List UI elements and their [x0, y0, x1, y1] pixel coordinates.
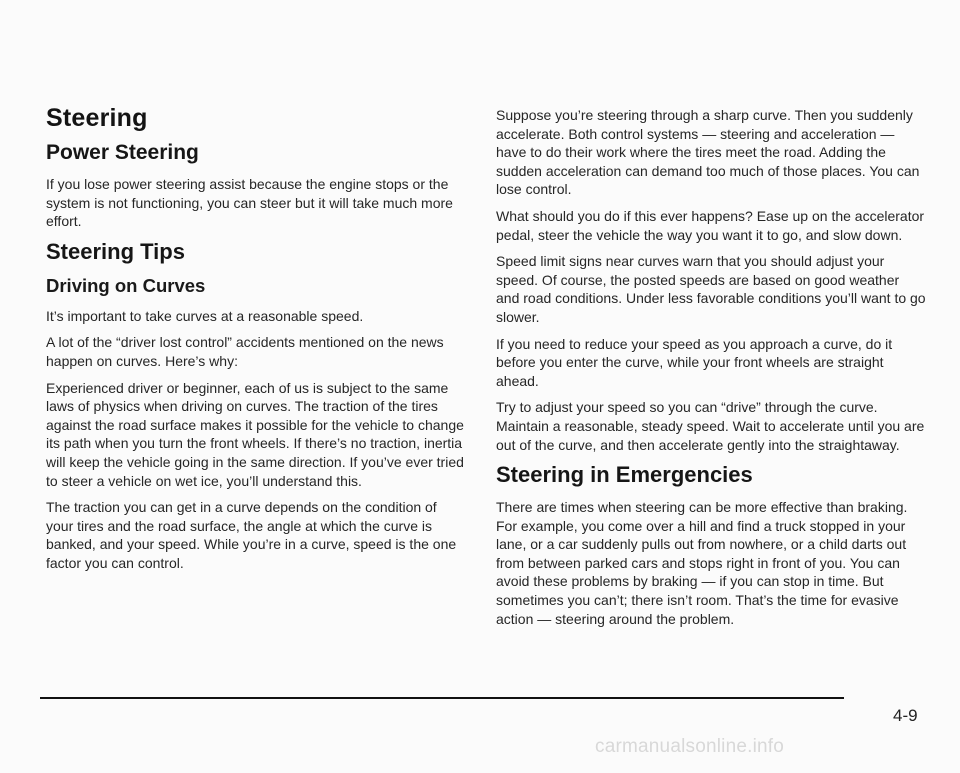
paragraph-sharp-curve: Suppose you’re steering through a sharp curve. Then you suddenly accelerate. Both control systems — steering and acceleration — have to do their work where the tires meet the road. Adding the sudden acceleration can demand too much of those places. You can lose control. [496, 107, 920, 198]
left-column [46, 104, 466, 581]
paragraph-reasonable-speed: It’s important to take curves at a reasonable speed. [46, 307, 364, 324]
paragraph-power-steering: If you lose power steering assist because the engine stops or the system is not functioning, you can steer but it will take much more effort. [46, 176, 453, 230]
watermark-text[interactable]: carmanualsonline.info [595, 736, 785, 757]
footer-rule [40, 697, 844, 699]
paragraph-what-to-do: What should you do if this ever happens? Ease up on the accelerator pedal, steer the vehicle the way you want it to go, and slow down. [496, 207, 925, 243]
paragraph-traction: The traction you can get in a curve depends on the condition of your tires and the road surface, the angle at which the curve is banked, and your speed. While you’re in a curve, speed is the one factor you can control. [46, 499, 457, 571]
paragraph-emergencies: There are times when steering can be more effective than braking. For example, you come over a hill and find a truck stopped in your lane, or a car suddenly pulls out from nowhere, or a child darts out from between parked cars and stops right in front of you. You can avoid these problems by braking — if you can stop in time. But sometimes you can’t; there isn’t room. That’s the time for evasive action — steering around the problem. [496, 499, 908, 627]
right-column [496, 106, 926, 636]
paragraph-speed-limit-signs: Speed limit signs near curves warn that you should adjust your speed. Of course, the posted speeds are based on good weather and road conditions. Under less favorable conditions you’ll want to go slower. [496, 253, 926, 325]
paragraph-driver-lost-control: A lot of the “driver lost control” accidents mentioned on the news happen on curves. Here’s why: [46, 334, 444, 369]
page-number: 4-9 [893, 706, 918, 725]
paragraph-laws-of-physics: Experienced driver or beginner, each of us is subject to the same laws of physics when driving on curves. The traction of the tires against the road surface makes it possible for the vehicle to change its path when you turn the front wheels. If there’s no traction, inertia will keep the vehicle going in the same direction. If you’ve ever tried to steer a vehicle on wet ice, you’ll understand this. [46, 379, 464, 489]
paragraph-drive-through: Try to adjust your speed so you can “drive” through the curve. Maintain a reasonable, steady speed. Wait to accelerate until you are out of the curve, and then accelerate gently into the straightaway. [496, 399, 925, 453]
heading-power-steering: Power Steering [46, 141, 199, 164]
paragraph-reduce-speed: If you need to reduce your speed as you approach a curve, do it before you enter the curve, while your front wheels are straight ahead. [496, 335, 893, 389]
heading-steering-in-emergencies: Steering in Emergencies [496, 462, 753, 488]
subheading-driving-on-curves: Driving on Curves [46, 274, 206, 296]
heading-steering-tips: Steering Tips [46, 238, 185, 264]
section-title-steering: Steering [46, 104, 148, 132]
